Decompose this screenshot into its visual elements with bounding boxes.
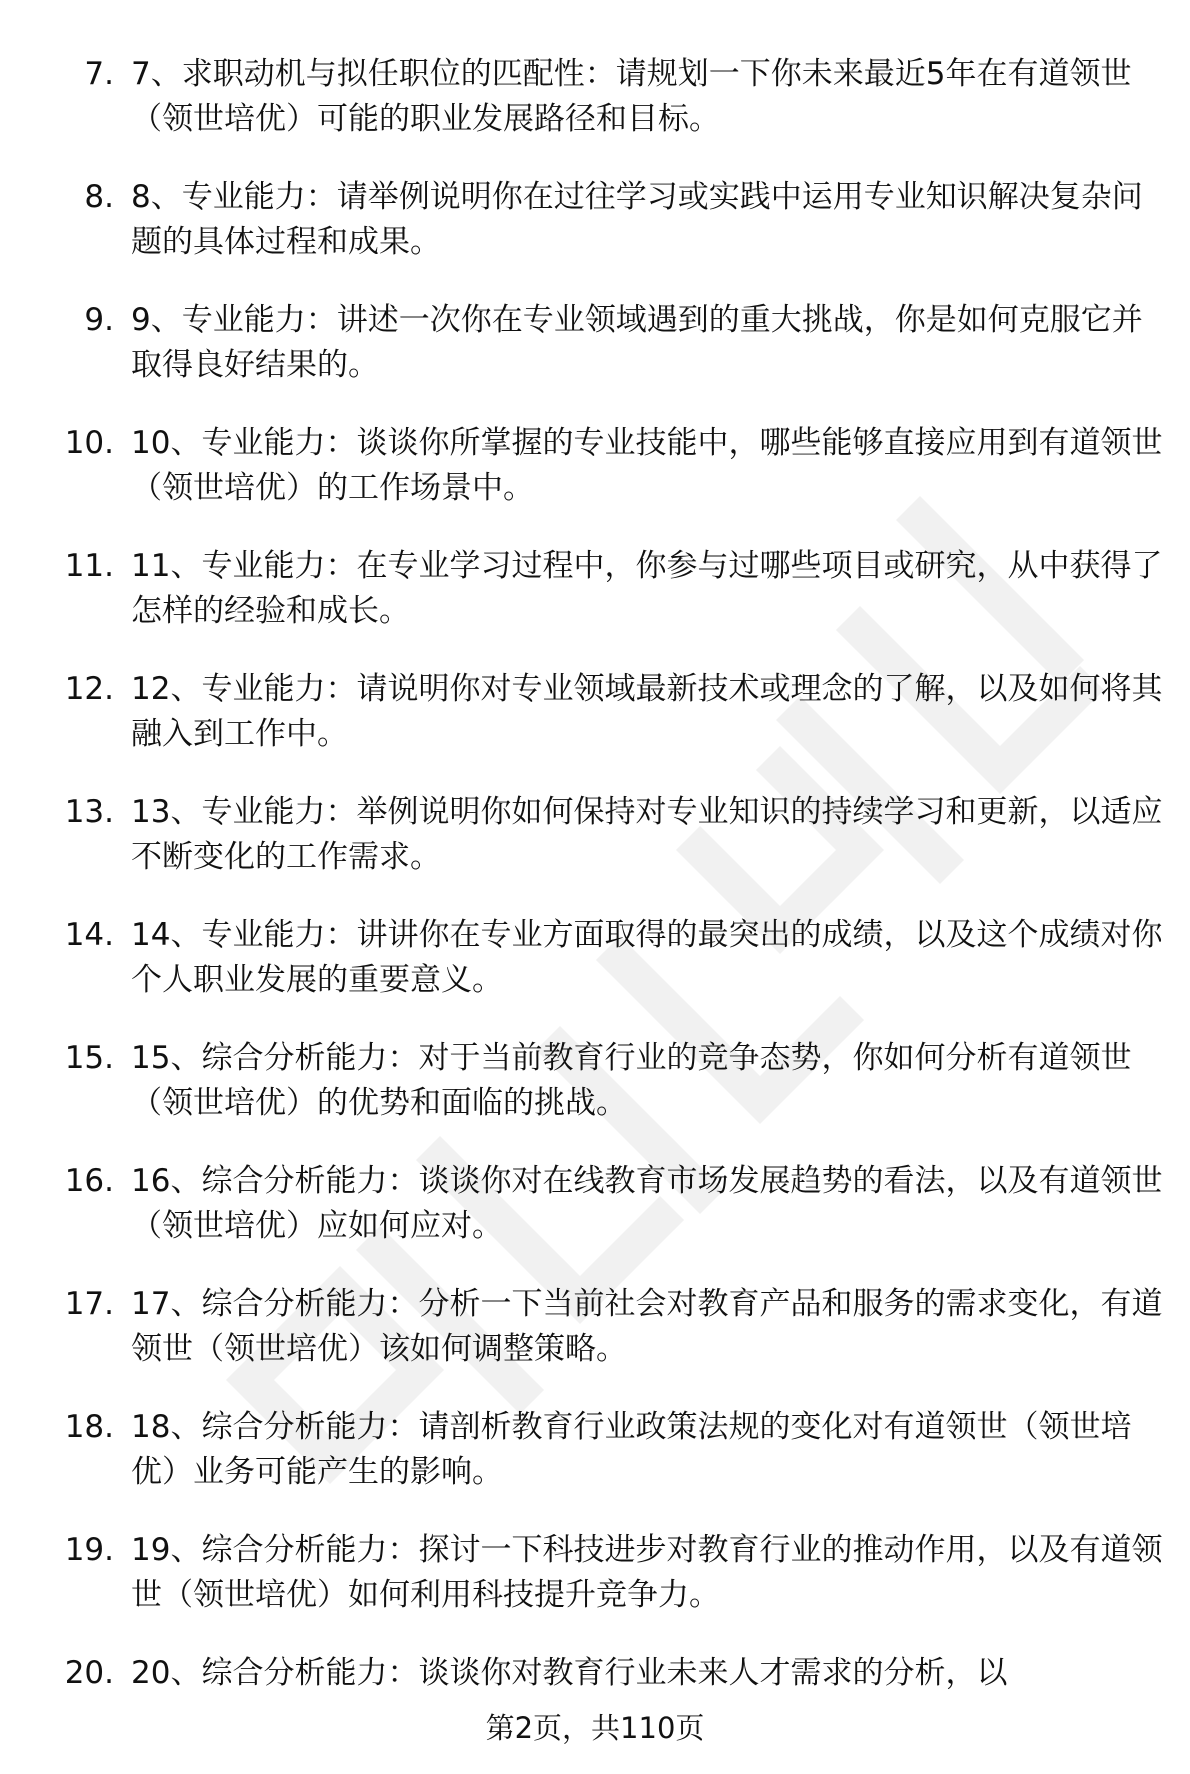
question-number: 14. [64, 917, 114, 953]
list-item [0, 1282, 1190, 1405]
question-text: 7、求职动机与拟任职位的匹配性：请规划一下你未来最近5年在有道领世（领世培优）可能的职业发展路径和目标。 [131, 56, 1132, 137]
question-text: 17、综合分析能力：分析一下当前社会对教育产品和服务的需求变化，有道领世（领世培优）该如何调整策略。 [131, 1286, 1163, 1367]
question-number: 18. [64, 1409, 114, 1445]
question-text: 20、综合分析能力：谈谈你对教育行业未来人才需求的分析，以 [131, 1655, 1008, 1691]
question-number: 12. [64, 671, 114, 707]
question-text: 12、专业能力：请说明你对专业领域最新技术或理念的了解，以及如何将其融入到工作中。 [131, 671, 1163, 752]
question-text: 9、专业能力：讲述一次你在专业领域遇到的重大挑战，你是如何克服它并取得良好结果的。 [131, 302, 1143, 383]
list-item [0, 421, 1190, 544]
question-number: 15. [64, 1040, 114, 1076]
question-text: 10、专业能力：谈谈你所掌握的专业技能中，哪些能够直接应用到有道领世（领世培优）的工作场景中。 [131, 425, 1163, 506]
list-item [0, 790, 1190, 913]
question-number: 7. [84, 56, 114, 92]
list-item [0, 1036, 1190, 1159]
list-item [0, 1528, 1190, 1651]
question-text: 11、专业能力：在专业学习过程中，你参与过哪些项目或研究，从中获得了怎样的经验和成长。 [131, 548, 1163, 629]
question-number: 19. [64, 1532, 114, 1568]
question-text: 15、综合分析能力：对于当前教育行业的竞争态势，你如何分析有道领世（领世培优）的优势和面临的挑战。 [131, 1040, 1132, 1121]
list-item [0, 1405, 1190, 1528]
list-item [0, 298, 1190, 421]
list-item [0, 913, 1190, 1036]
question-text: 16、综合分析能力：谈谈你对在线教育市场发展趋势的看法，以及有道领世（领世培优）应如何应对。 [131, 1163, 1163, 1244]
list-item [0, 1159, 1190, 1282]
page-indicator: 第2页，共110页 [485, 1711, 705, 1745]
question-number: 9. [84, 302, 114, 338]
question-text: 14、专业能力：讲讲你在专业方面取得的最突出的成绩，以及这个成绩对你个人职业发展的重要意义。 [131, 917, 1163, 998]
question-number: 11. [64, 548, 114, 584]
list-item [0, 667, 1190, 790]
list-item [0, 52, 1190, 175]
question-number: 16. [64, 1163, 114, 1199]
question-text: 13、专业能力：举例说明你如何保持对专业知识的持续学习和更新，以适应不断变化的工作需求。 [131, 794, 1163, 875]
question-number: 17. [64, 1286, 114, 1322]
list-item [0, 544, 1190, 667]
question-number: 20. [64, 1655, 114, 1691]
list-item [0, 175, 1190, 298]
question-text: 19、综合分析能力：探讨一下科技进步对教育行业的推动作用，以及有道领世（领世培优）如何利用科技提升竞争力。 [131, 1532, 1163, 1613]
question-number: 13. [64, 794, 114, 830]
question-number: 10. [64, 425, 114, 461]
question-list [0, 52, 1190, 1774]
question-text: 8、专业能力：请举例说明你在过往学习或实践中运用专业知识解决复杂问题的具体过程和成果。 [131, 179, 1143, 260]
page-footer [0, 1708, 1190, 1748]
question-text: 18、综合分析能力：请剖析教育行业政策法规的变化对有道领世（领世培优）业务可能产生的影响。 [131, 1409, 1132, 1490]
question-number: 8. [84, 179, 114, 215]
